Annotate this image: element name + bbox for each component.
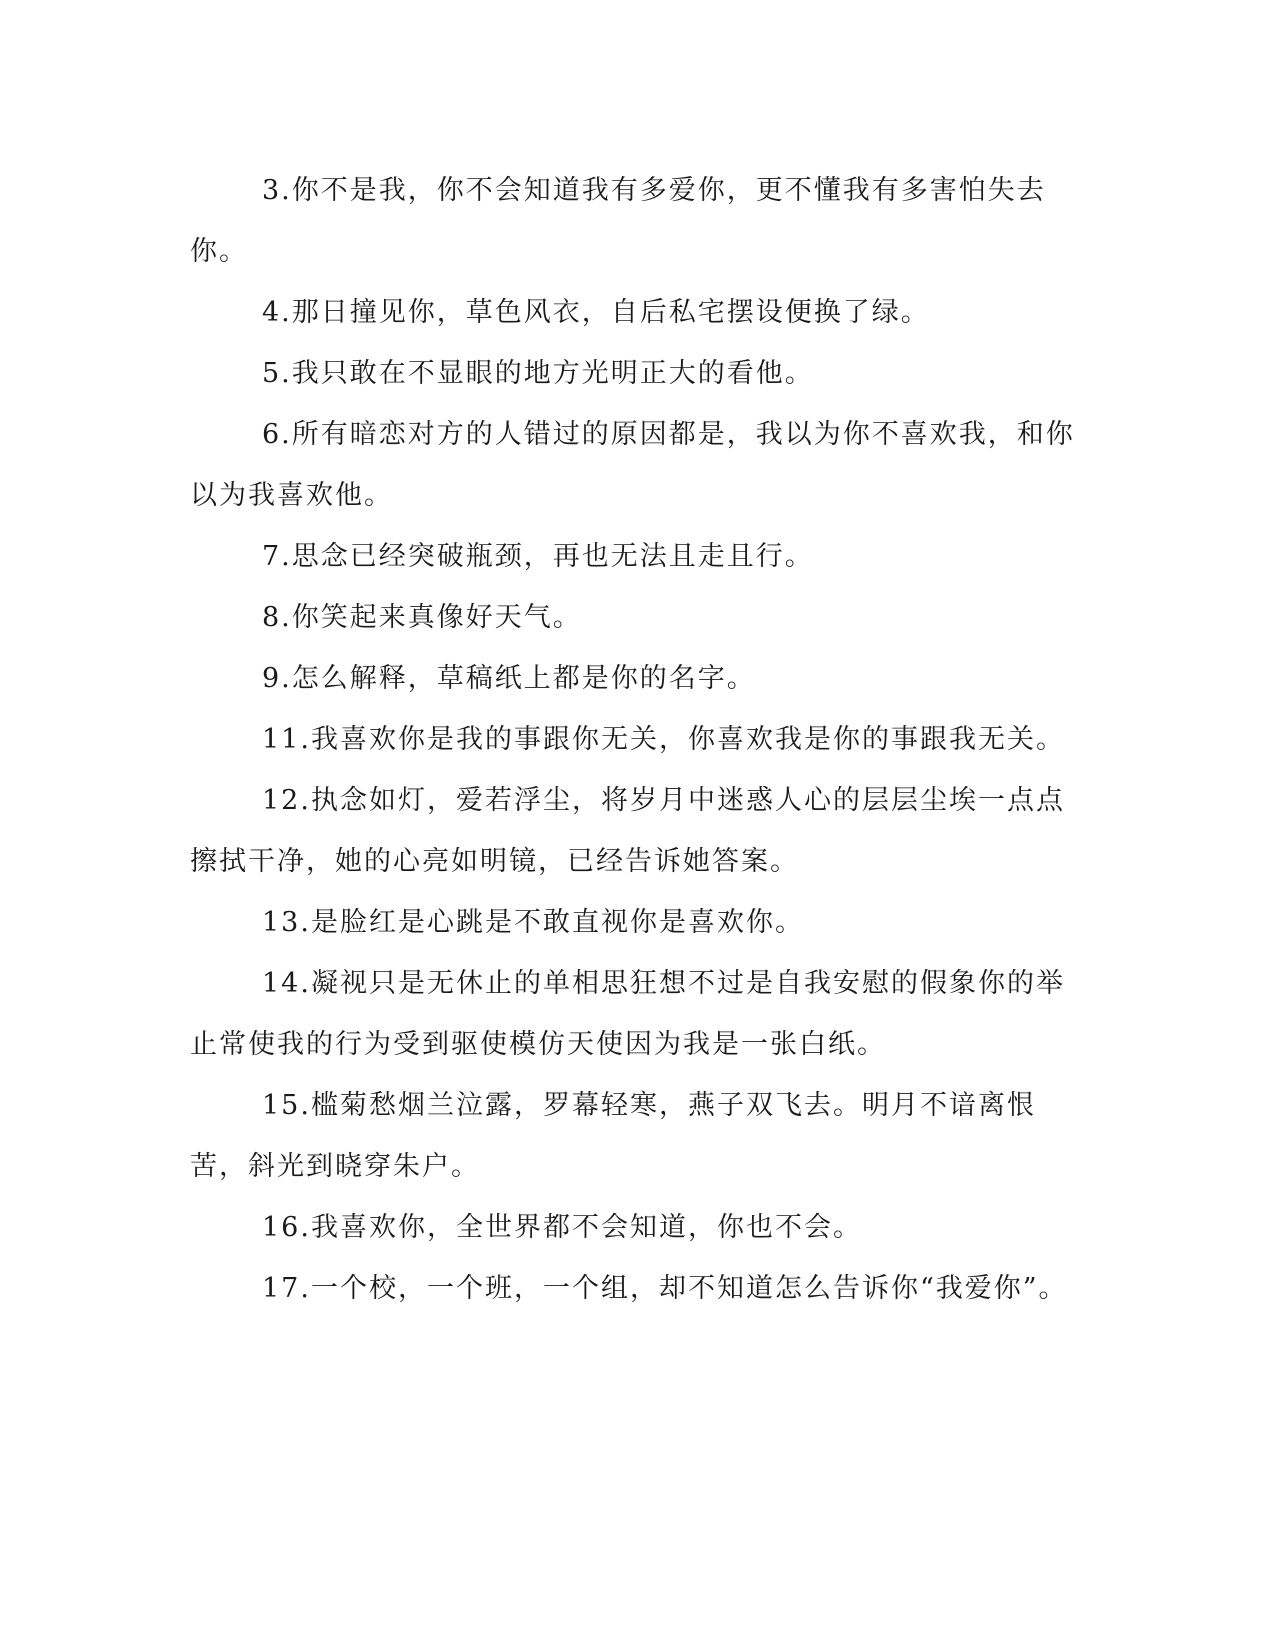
paragraph-7: 7.思念已经突破瓶颈，再也无法且走且行。: [262, 541, 814, 572]
paragraph-8: 8.你笑起来真像好天气。: [262, 602, 582, 633]
paragraph-9: 9.怎么解释，草稿纸上都是你的名字。: [262, 663, 756, 694]
paragraph-13: 13.是脸红是心跳是不敢直视你是喜欢你。: [262, 907, 804, 938]
paragraph-3: 3.你不是我，你不会知道我有多爱你，更不懂我有多害怕失去你。: [190, 175, 1046, 267]
paragraph-15: 15.槛菊愁烟兰泣露，罗幕轻寒，燕子双飞去。明月不谙离恨苦，斜光到晓穿朱户。: [190, 1090, 1036, 1182]
paragraph-4: 4.那日撞见你，草色风衣，自后私宅摆设便换了绿。: [262, 297, 930, 328]
document-body: [190, 160, 1090, 1319]
paragraph-16: 16.我喜欢你，全世界都不会知道，你也不会。: [262, 1212, 862, 1243]
paragraph-17: 17.一个校，一个班，一个组，却不知道怎么告诉你“我爱你”。: [262, 1273, 1068, 1304]
paragraph-11: 11.我喜欢你是我的事跟你无关，你喜欢我是你的事跟我无关。: [262, 724, 1065, 755]
paragraph-12: 12.执念如灯，爱若浮尘，将岁月中迷惑人心的层层尘埃一点点擦拭干净，她的心亮如明镜，已经告诉她答案。: [190, 785, 1065, 877]
paragraph-6: 6.所有暗恋对方的人错过的原因都是，我以为你不喜欢我，和你以为我喜欢他。: [190, 419, 1075, 511]
paragraph-5: 5.我只敢在不显眼的地方光明正大的看他。: [262, 358, 814, 389]
paragraph-14: 14.凝视只是无休止的单相思狂想不过是自我安慰的假象你的举止常使我的行为受到驱使模仿天使因为我是一张白纸。: [190, 968, 1065, 1060]
